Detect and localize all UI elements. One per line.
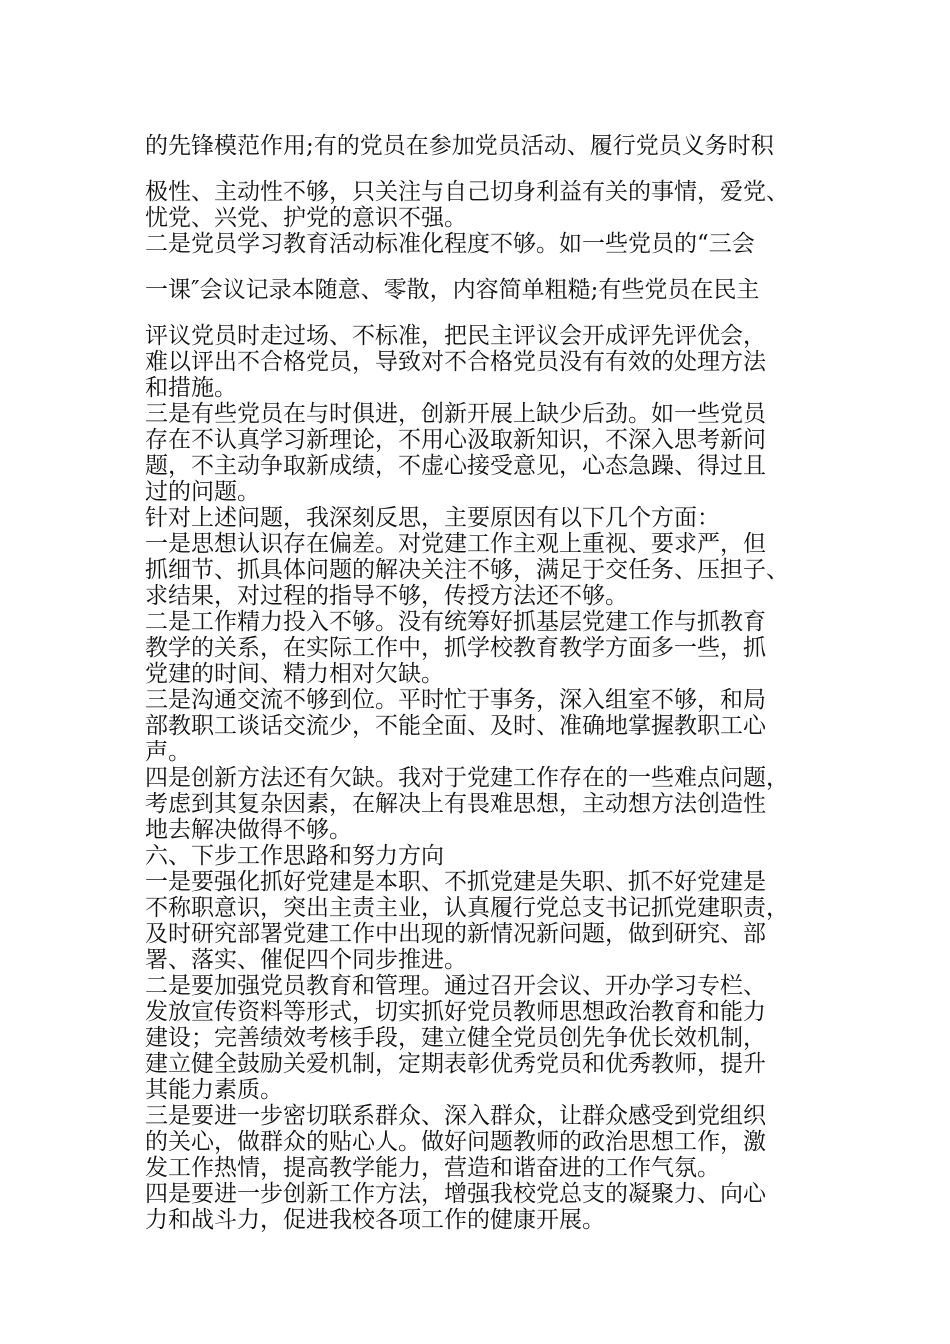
text-line: 教学的关系，在实际工作中，抓学校教育教学方面多一些，抓 [145,635,766,661]
text-line: 地去解决做得不够。 [145,817,352,843]
text-line: 力和战斗力，促进我校各项工作的健康开展。 [145,1207,605,1233]
text-line: 一课″会议记录本随意、零散，内容简单粗糙;有些党员在民主 [145,277,760,303]
text-line: 求结果，对过程的指导不够，传授方法还不够。 [145,583,628,609]
text-line: 极性、主动性不够，只关注与自己切身利益有关的事情，爱党、 [145,179,789,205]
text-line: 部教职工谈话交流少，不能全面、及时、准确地掌握教职工心 [145,713,766,739]
text-line: 过的问题。 [145,479,260,505]
text-line: 党建的时间、精力相对欠缺。 [145,661,444,687]
text-line: 建立健全鼓励关爱机制，定期表彰优秀党员和优秀教师，提升 [145,1051,766,1077]
text-line: 四是创新方法还有欠缺。我对于党建工作存在的一些难点问题， [145,765,789,791]
text-line: 建设；完善绩效考核手段，建立健全党员创先争优长效机制， [145,1025,766,1051]
text-line: 和措施。 [145,375,237,401]
document-body [145,133,815,1233]
text-line: 一是思想认识存在偏差。对党建工作主观上重视、要求严，但 [145,531,766,557]
text-line: 署、落实、催促四个同步推进。 [145,947,467,973]
text-line: 忧党、兴党、护党的意识不强。 [145,205,467,231]
text-line: 二是党员学习教育活动标准化程度不够。如一些党员的“三会 [145,231,755,257]
text-line: 考虑到其复杂因素，在解决上有畏难思想，主动想方法创造性 [145,791,766,817]
text-line: 一是要强化抓好党建是本职、不抓党建是失职、抓不好党建是 [145,869,766,895]
text-line: 声。 [145,739,191,765]
text-line: 二是工作精力投入不够。没有统筹好抓基层党建工作与抓教育 [145,609,766,635]
text-line: 三是沟通交流不够到位。平时忙于事务，深入组室不够，和局 [145,687,766,713]
text-line: 难以评出不合格党员，导致对不合格党员没有有效的处理方法 [145,349,766,375]
text-line: 发放宣传资料等形式，切实抓好党员教师思想政治教育和能力 [145,999,766,1025]
text-line: 针对上述问题，我深刻反思，主要原因有以下几个方面： [145,505,720,531]
text-line: 存在不认真学习新理论，不用心汲取新知识，不深入思考新问 [145,427,766,453]
text-line: 抓细节、抓具体问题的解决关注不够，满足于交任务、压担子、 [145,557,789,583]
text-line: 的关心，做群众的贴心人。做好问题教师的政治思想工作，激 [145,1129,766,1155]
text-line: 的先锋模范作用;有的党员在参加党员活动、履行党员义务时积 [145,133,774,159]
text-line: 不称职意识，突出主责主业，认真履行党总支书记抓党建职责， [145,895,789,921]
text-line: 题，不主动争取新成绩，不虚心接受意见，心态急躁、得过且 [145,453,766,479]
text-line: 发工作热情，提高教学能力，营造和谐奋进的工作气氛。 [145,1155,720,1181]
text-line: 其能力素质。 [145,1077,283,1103]
text-line: 二是要加强党员教育和管理。通过召开会议、开办学习专栏、 [145,973,766,999]
text-line: 三是有些党员在与时俱进，创新开展上缺少后劲。如一些党员 [145,401,766,427]
text-line: 三是要进一步密切联系群众、深入群众，让群众感受到党组织 [145,1103,766,1129]
text-line: 四是要进一步创新工作方法，增强我校党总支的凝聚力、向心 [145,1181,766,1207]
text-line: 及时研究部署党建工作中出现的新情况新问题，做到研究、部 [145,921,766,947]
text-line: 评议党员时走过场、不标准，把民主评议会开成评先评优会， [145,323,766,349]
section-heading: 六、下步工作思路和努力方向 [145,843,444,869]
